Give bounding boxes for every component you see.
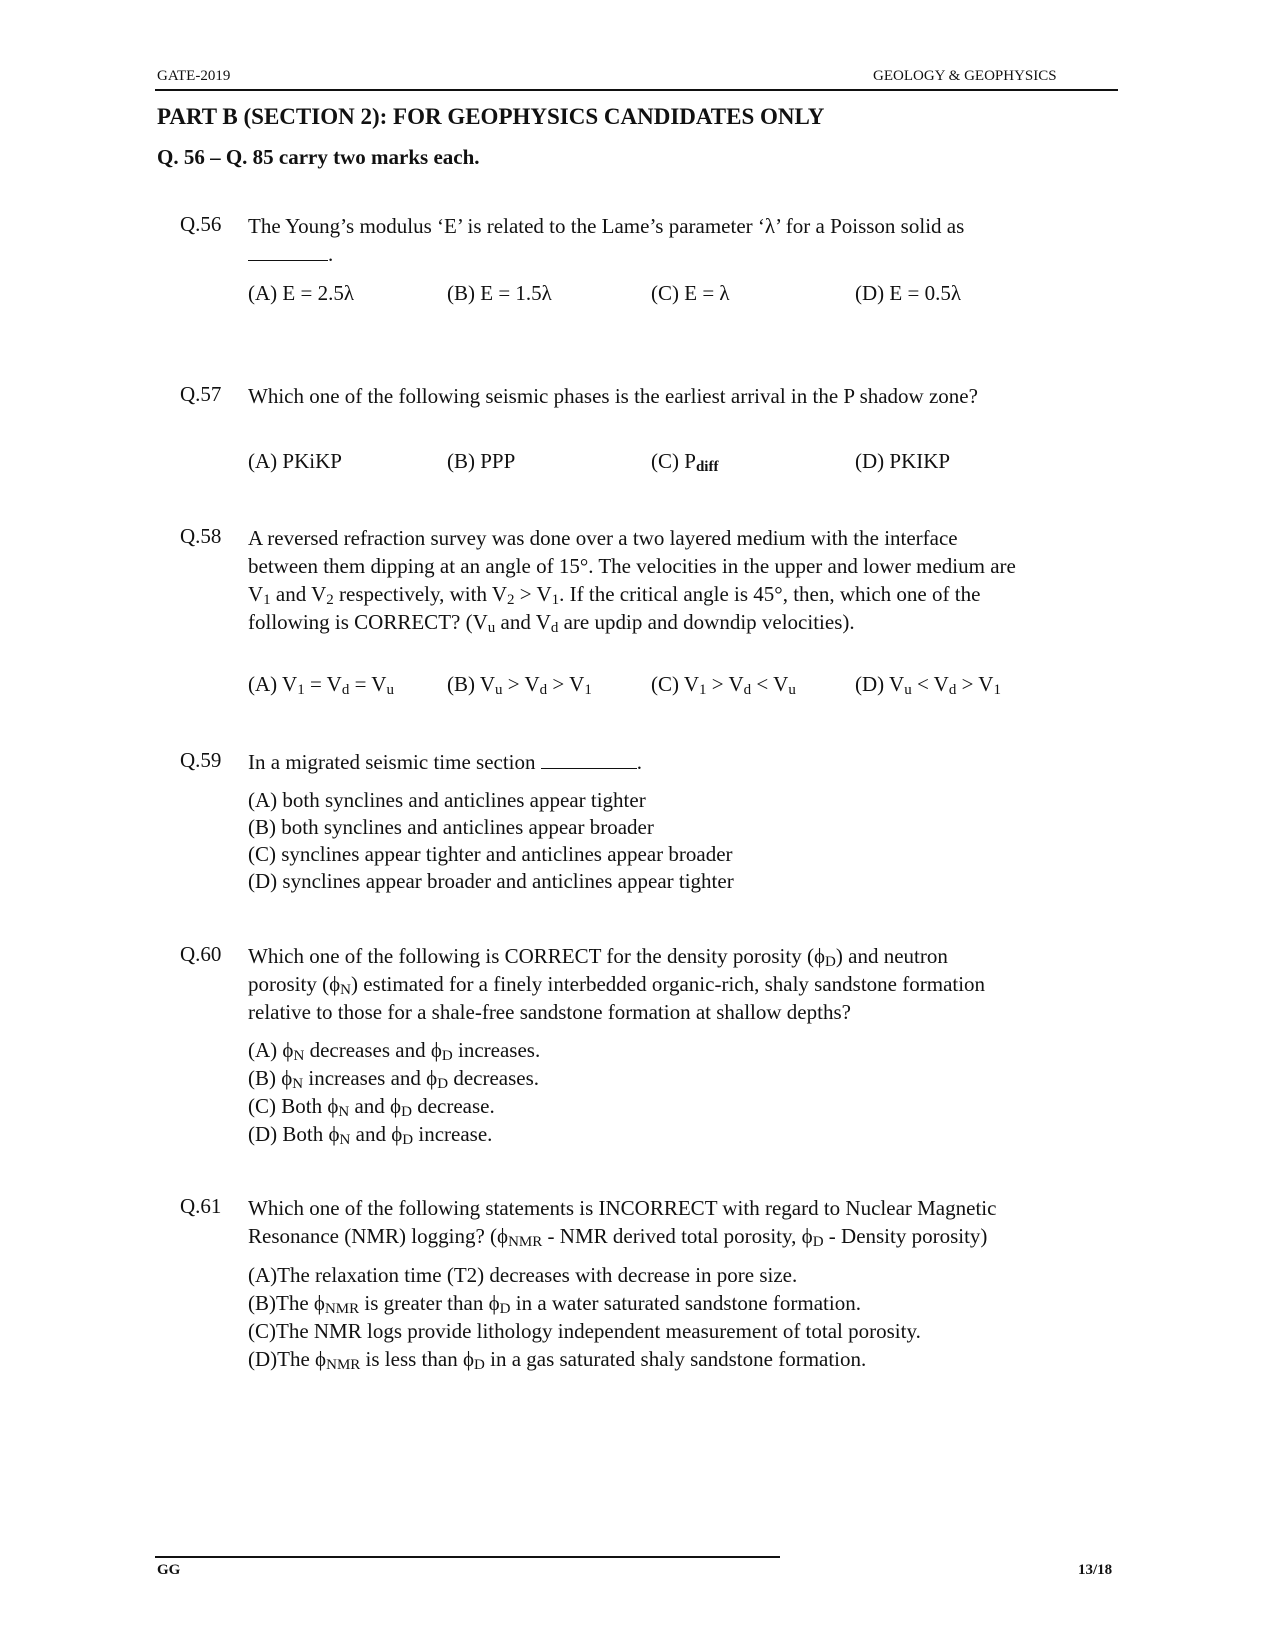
section-title: PART B (SECTION 2): FOR GEOPHYSICS CANDIDATES ONLY (157, 104, 825, 129)
q60-option-a: (A) ϕN decreases and ϕD increases. (248, 1038, 541, 1064)
q57-option-d: (D) PKIKP (855, 449, 951, 473)
q61-option-a: (A)The relaxation time (T2) decreases with decrease in pore size. (248, 1263, 798, 1287)
q58-option-c: (C) V1 > Vd < Vu (651, 672, 796, 698)
q59-text: In a migrated seismic time section . (248, 750, 642, 774)
q61-number: Q.61 (180, 1194, 222, 1218)
q56-number: Q.56 (180, 212, 222, 236)
q60-line-1: Which one of the following is CORRECT for the density porosity (ϕD) and neutron (248, 944, 948, 970)
q59-option-b: (B) both synclines and anticlines appear broader (248, 815, 654, 839)
q59-number: Q.59 (180, 748, 222, 772)
q57-text: Which one of the following seismic phases is the earliest arrival in the P shadow zone? (248, 384, 978, 408)
q60-line-3: relative to those for a shale-free sandstone formation at shallow depths? (248, 1000, 851, 1024)
q61-line-1: Which one of the following statements is INCORRECT with regard to Nuclear Magnetic (248, 1196, 997, 1220)
q58-line-4: following is CORRECT? (Vu and Vd are updip and downdip velocities). (248, 610, 855, 636)
header-rule (155, 89, 1118, 91)
q60-line-2: porosity (ϕN) estimated for a finely interbedded organic-rich, shaly sandstone formation (248, 972, 986, 998)
q56-option-d: (D) E = 0.5λ (855, 281, 962, 305)
q60-text (248, 942, 1118, 1026)
q58-number: Q.58 (180, 524, 222, 548)
q56-option-a: (A) E = 2.5λ (248, 281, 355, 305)
q59-stem: In a migrated seismic time section (248, 750, 536, 774)
q56-blank (248, 242, 328, 261)
q61-option-b: (B)The ϕNMR is greater than ϕD in a water saturated sandstone formation. (248, 1291, 861, 1317)
q56-option-c: (C) E = λ (651, 281, 730, 305)
q61-line-2: Resonance (NMR) logging? (ϕNMR - NMR derived total porosity, ϕD - Density porosity) (248, 1224, 988, 1250)
q59-option-d: (D) synclines appear broader and anticlines appear tighter (248, 869, 734, 893)
q61-text (248, 1194, 1118, 1250)
q59-option-c: (C) synclines appear tighter and anticlines appear broader (248, 842, 733, 866)
q58-line-3: V1 and V2 respectively, with V2 > V1. If the critical angle is 45°, then, which one of the (248, 582, 981, 608)
q60-number: Q.60 (180, 942, 222, 966)
q60-option-d: (D) Both ϕN and ϕD increase. (248, 1122, 493, 1148)
q58-line-1: A reversed refraction survey was done over a two layered medium with the interface (248, 526, 958, 550)
q61-options (248, 1261, 921, 1373)
q56-option-b: (B) E = 1.5λ (447, 281, 552, 305)
paper-code: GG (157, 1562, 181, 1578)
q58-option-b: (B) Vu > Vd > V1 (447, 672, 592, 698)
q58-option-a: (A) V1 = Vd = Vu (248, 672, 394, 698)
paper-name: GEOLOGY & GEOPHYSICS (873, 68, 1057, 84)
q57-option-c (651, 449, 718, 474)
q59-option-a: (A) both synclines and anticlines appear tighter (248, 788, 646, 812)
q58-line-2: between them dipping at an angle of 15°. The velocities in the upper and lower medium are (248, 554, 1016, 578)
page-number: 13/18 (1078, 1562, 1113, 1578)
q56-stem: The Young’s modulus ‘E’ is related to the Lame’s parameter ‘λ’ for a Poisson solid as (248, 214, 965, 238)
q57-option-b: (B) PPP (447, 449, 516, 473)
q58-text (248, 524, 1118, 636)
q57-number: Q.57 (180, 382, 222, 406)
q59-options (248, 787, 734, 895)
marks-note: Q. 56 – Q. 85 carry two marks each. (157, 145, 480, 169)
q59-blank (541, 750, 637, 769)
q57-option-c-label: (C) P (651, 449, 696, 473)
q60-option-c: (C) Both ϕN and ϕD decrease. (248, 1094, 495, 1120)
q60-option-b: (B) ϕN increases and ϕD decreases. (248, 1066, 540, 1092)
q61-option-d: (D)The ϕNMR is less than ϕD in a gas saturated shaly sandstone formation. (248, 1347, 867, 1373)
q57-option-c-subscript: diff (695, 459, 719, 475)
exam-name: GATE-2019 (157, 68, 231, 84)
q61-option-c: (C)The NMR logs provide lithology independent measurement of total porosity. (248, 1319, 921, 1343)
q60-options (248, 1036, 540, 1148)
footer-rule (155, 1556, 780, 1558)
q56-text: The Young’s modulus ‘E’ is related to the Lame’s parameter ‘λ’ for a Poisson solid as . (248, 214, 965, 266)
q57-option-a: (A) PKiKP (248, 449, 342, 473)
q58-option-d: (D) Vu < Vd > V1 (855, 672, 1001, 698)
